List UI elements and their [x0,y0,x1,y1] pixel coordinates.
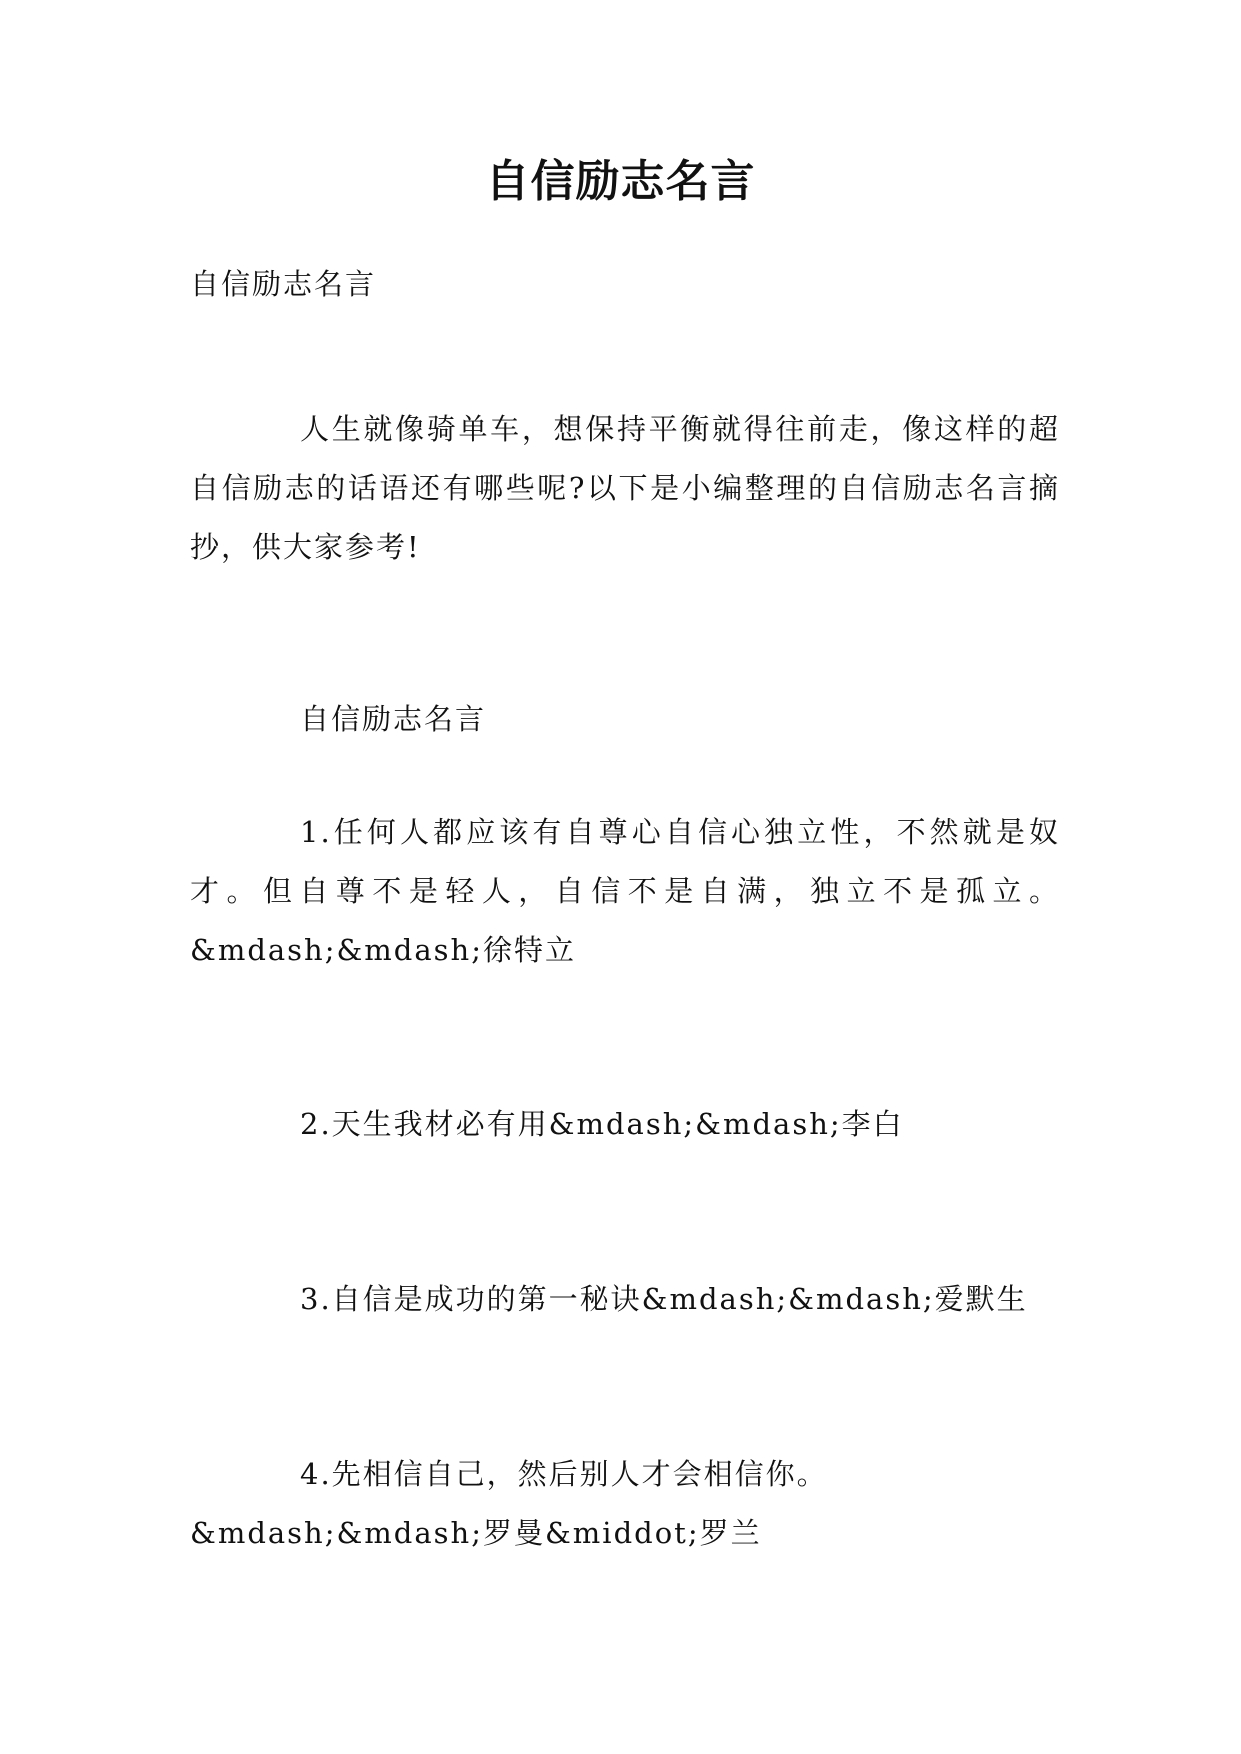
quote-item: 1.任何人都应该有自尊心自信心独立性，不然就是奴才。但自尊不是轻人，自信不是自满，独立不是孤立。&mdash;&mdash;徐特立 [190,815,1060,967]
quote-item: 2.天生我材必有用&mdash;&mdash;李白 [300,1107,904,1141]
document-title: 自信励志名言 [485,156,756,207]
quote-item: 3.自信是成功的第一秘诀&mdash;&mdash;爱默生 [300,1282,1028,1316]
document-subtitle: 自信励志名言 [190,267,377,301]
quote-item: 4.先相信自己，然后别人才会相信你。&mdash;&mdash;罗曼&middot;罗兰 [190,1457,828,1550]
intro-paragraph: 人生就像骑单车，想保持平衡就得往前走，像这样的超自信励志的话语还有哪些呢?以下是小编整理的自信励志名言摘抄，供大家参考! [190,412,1060,564]
section-heading: 自信励志名言 [300,702,487,736]
